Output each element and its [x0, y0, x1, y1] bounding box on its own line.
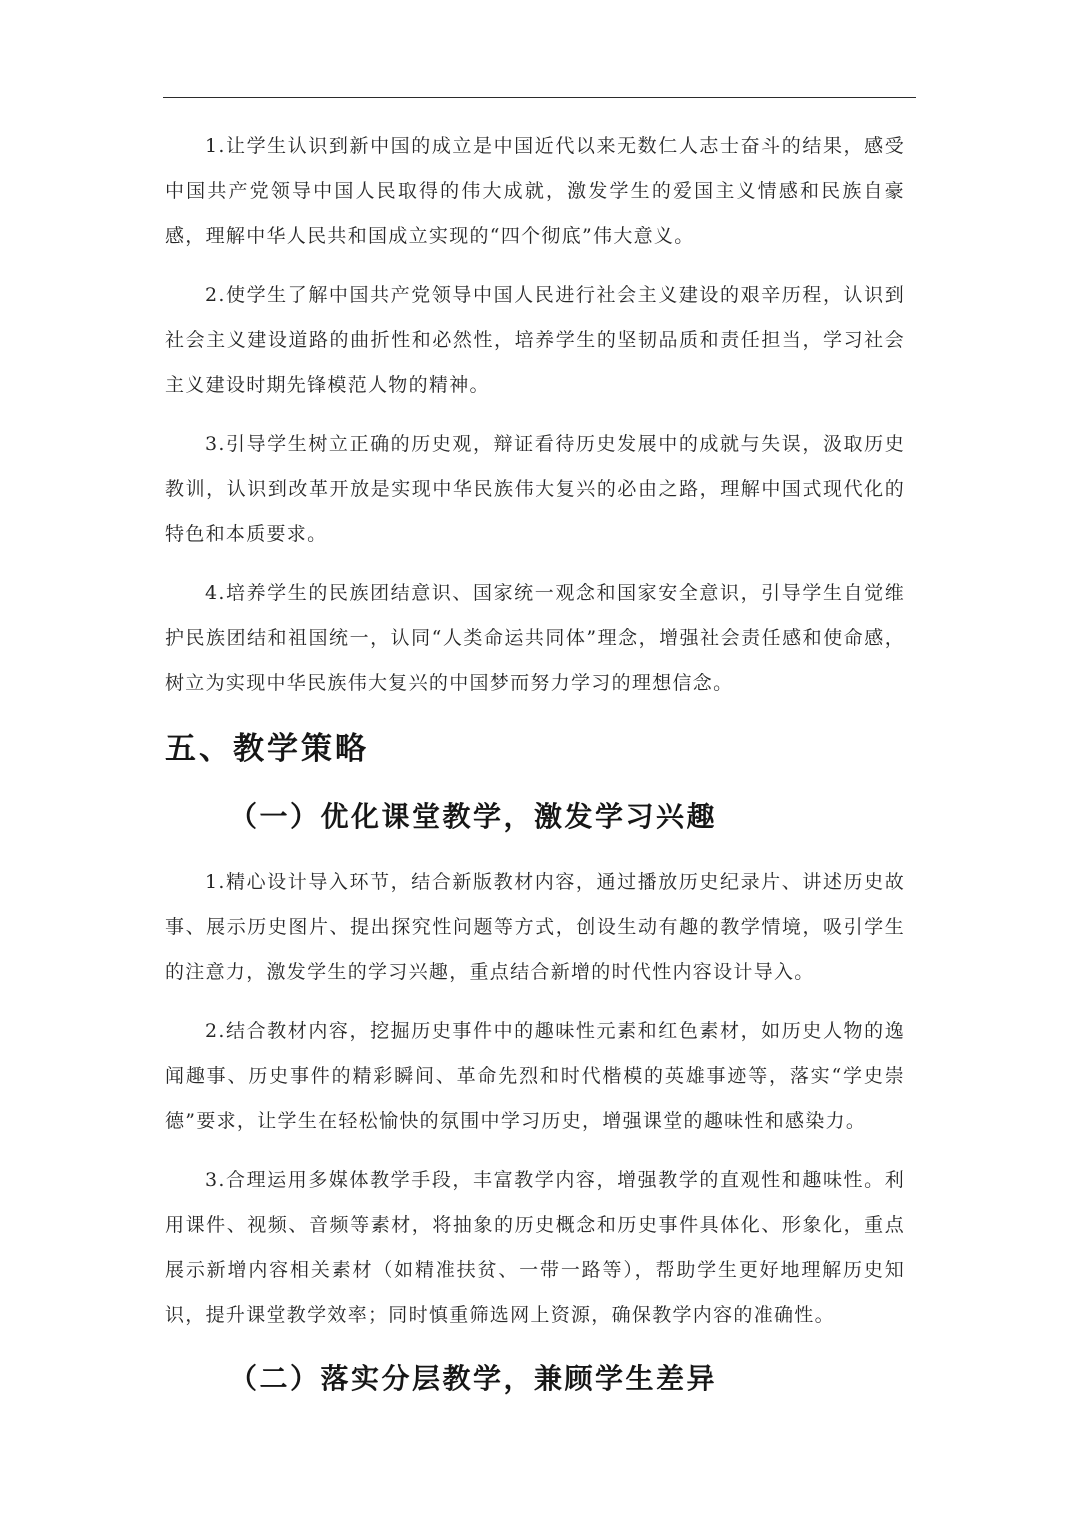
header-divider [163, 97, 916, 98]
strategy-paragraph-1: 1.精心设计导入环节，结合新版教材内容，通过播放历史纪录片、讲述历史故事、展示历史图片、提出探究性问题等方式，创设生动有趣的教学情境，吸引学生的注意力，激发学生的学习兴趣，重点结合新增的时代性内容设计导入。 [165, 871, 905, 983]
objective-paragraph-1: 1.让学生认识到新中国的成立是中国近代以来无数仁人志士奋斗的结果，感受中国共产党领导中国人民取得的伟大成就，激发学生的爱国主义情感和民族自豪感，理解中华人民共和国成立实现的“四个彻底”伟大意义。 [165, 135, 905, 247]
page-content [165, 124, 905, 1422]
objective-paragraph-4: 4.培养学生的民族团结意识、国家统一观念和国家安全意识，引导学生自觉维护民族团结和祖国统一，认同“人类命运共同体”理念，增强社会责任感和使命感，树立为实现中华民族伟大复兴的中国梦而努力学习的理想信念。 [165, 582, 905, 694]
subsection-heading-optimize-classroom: （一）优化课堂教学，激发学习兴趣 [229, 800, 718, 833]
strategy-paragraph-3: 3.合理运用多媒体教学手段，丰富教学内容，增强教学的直观性和趣味性。利用课件、视频、音频等素材，将抽象的历史概念和历史事件具体化、形象化，重点展示新增内容相关素材（如精准扶贫、一带一路等），帮助学生更好地理解历史知识，提升课堂教学效率；同时慎重筛选网上资源，确保教学内容的准确性。 [165, 1169, 905, 1326]
subsection-heading-layered-teaching: （二）落实分层教学，兼顾学生差异 [229, 1362, 718, 1395]
objective-paragraph-2: 2.使学生了解中国共产党领导中国人民进行社会主义建设的艰辛历程，认识到社会主义建设道路的曲折性和必然性，培养学生的坚韧品质和责任担当，学习社会主义建设时期先锋模范人物的精神。 [165, 284, 905, 396]
section-heading-teaching-strategy: 五、教学策略 [165, 731, 369, 767]
objective-paragraph-3: 3.引导学生树立正确的历史观，辩证看待历史发展中的成就与失误，汲取历史教训，认识到改革开放是实现中华民族伟大复兴的必由之路，理解中国式现代化的特色和本质要求。 [165, 433, 905, 545]
strategy-paragraph-2: 2.结合教材内容，挖掘历史事件中的趣味性元素和红色素材，如历史人物的逸闻趣事、历史事件的精彩瞬间、革命先烈和时代楷模的英雄事迹等，落实“学史崇德”要求，让学生在轻松愉快的氛围中学习历史，增强课堂的趣味性和感染力。 [165, 1020, 905, 1132]
